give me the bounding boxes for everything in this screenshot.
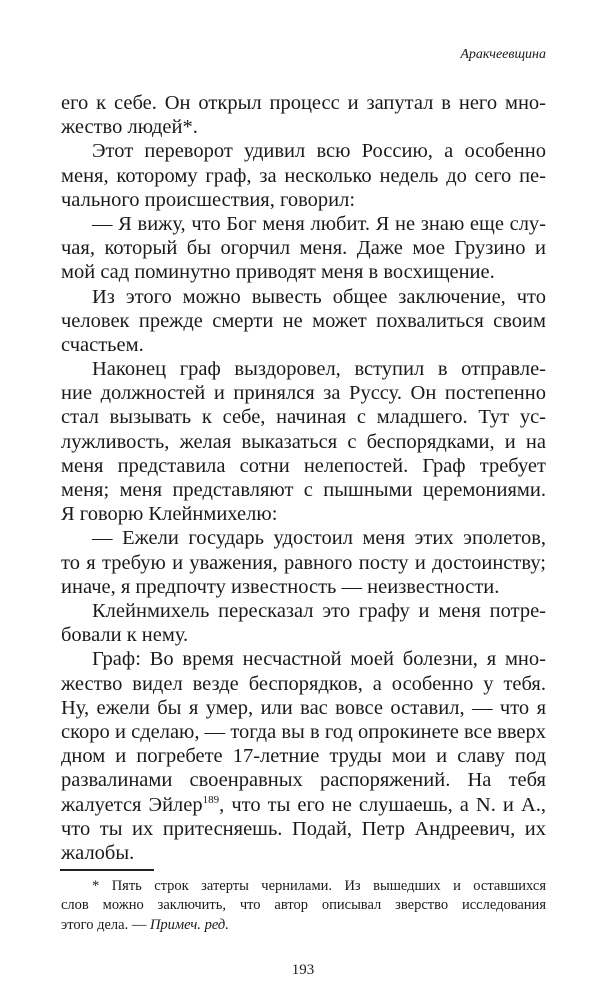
text-line: скоро и сделаю, — тогда вы в год опрокинете все вверх (61, 720, 546, 743)
text-line: иначе, я предпочту известность — неизвестности. (61, 575, 500, 598)
text-line: чая, который бы огорчил меня. Даже мое Грузино и (61, 237, 546, 260)
text-line: стал вызывать к себе, начиная с младшего. Тут ус- (61, 406, 546, 429)
text-line: бовали к нему. (61, 624, 189, 647)
text-line: Я говорю Клейнмихелю: (61, 503, 278, 526)
text-line: Клейнмихель пересказал это графу и меня потре- (92, 599, 546, 622)
text-line: Этот переворот удивил всю Россию, а особенно (92, 140, 546, 163)
text-line: развалинами своенравных распоряжений. На тебя (61, 769, 546, 792)
text-line: меня, которому граф, за несколько недель до сего пе- (61, 164, 546, 187)
text-line: жалуется Эйлер$^{189}$, что ты его не слушаешь, а N. и А., (61, 793, 546, 816)
footnote-line: * Пять строк затерты чернилами. Из вышедших и оставшихся (92, 878, 546, 894)
endnote-reference: 189 (202, 793, 220, 806)
text-line: счастьем. (61, 333, 144, 356)
text-line: человек прежде смерти не может похвалиться своим (61, 309, 546, 332)
text-line: жалобы. (61, 841, 135, 864)
footnote-line: этого дела. — Примеч. ред. (61, 916, 229, 933)
running-header: Аракчеевщина (460, 47, 546, 62)
text-line: что ты их притесняешь. Подай, Петр Андреевич, их (61, 817, 546, 840)
text-line: жество людей*. (61, 116, 198, 139)
editor-note: Примеч. ред. (149, 916, 229, 933)
footnote-line: слов можно заключить, что автор описывал зверство исследования (61, 897, 546, 914)
text-line: меня представила сотни нелепостей. Граф требует (61, 454, 546, 477)
text-line: Наконец граф выздоровел, вступил в отправле- (92, 358, 546, 381)
text-line: — Ежели государь удостоил меня этих эполетов, (92, 527, 546, 550)
text-line: Из этого можно вывесть общее заключение, что (92, 285, 546, 308)
text-line: то я требую и уважения, равного посту и достоинству; (61, 551, 546, 574)
text-line: лужливость, желая выказаться с беспорядками, и на (61, 430, 546, 453)
text-line: мой сад поминутно приводят меня в восхищение. (61, 261, 495, 284)
footnote-divider (60, 869, 154, 871)
text-line: ние должностей и принялся за Руссу. Он постепенно (61, 382, 546, 405)
text-line: дном и погребете 17-летние труды мои и славу под (61, 745, 546, 768)
page-number: 193 (291, 962, 315, 978)
text-line: чального происшествия, говорил: (61, 188, 356, 211)
text-line: жество видел везде беспорядков, а особенно у тебя. (61, 672, 546, 695)
text-line: — Я вижу, что Бог меня любит. Я не знаю еще слу- (92, 212, 546, 235)
text-line: Граф: Во время несчастной моей болезни, я мно- (92, 648, 546, 671)
text-line: меня; меня представляют с пышными церемониями. (61, 479, 546, 502)
text-line: его к себе. Он открыл процесс и запутал в него мно- (61, 92, 546, 114)
text-line: Ну, ежели бы я умер, или вас вовсе оставил, — что я (61, 696, 546, 719)
